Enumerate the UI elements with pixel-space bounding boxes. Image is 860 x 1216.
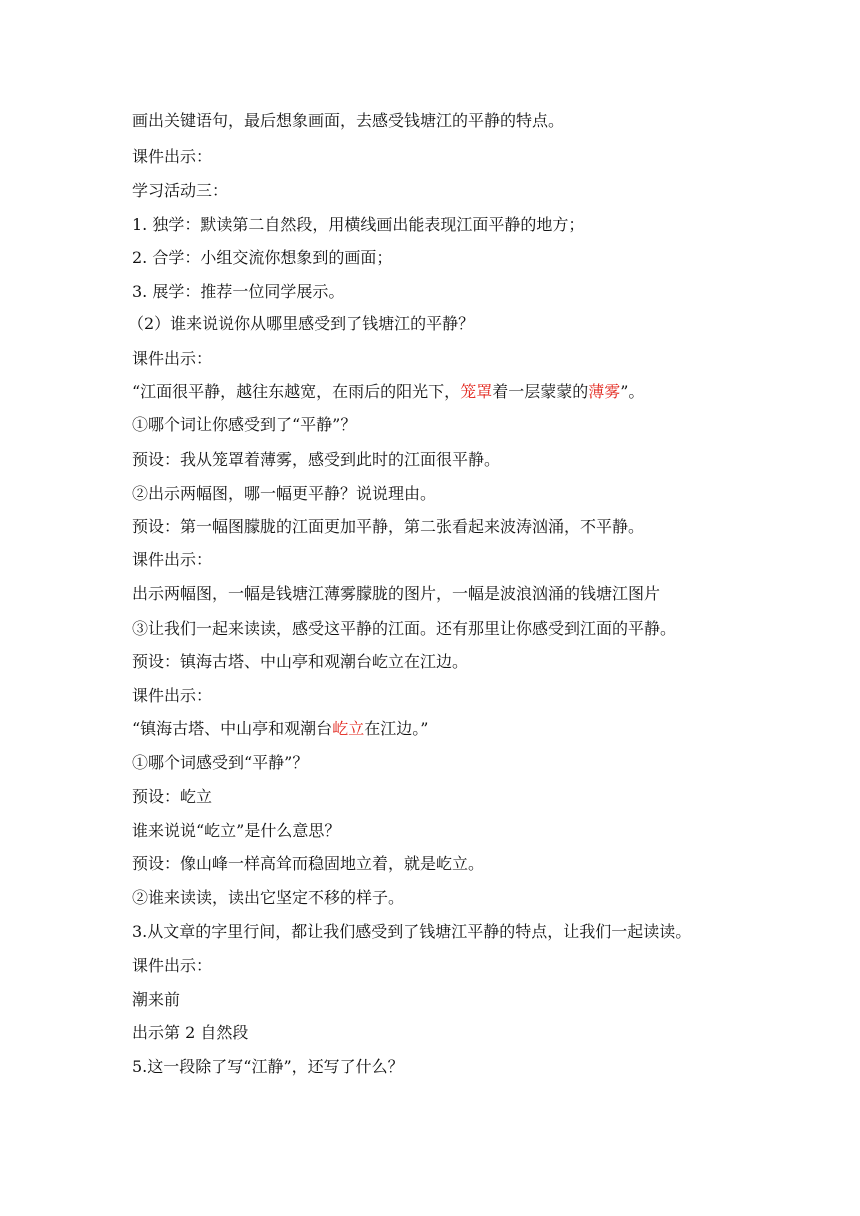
courseware-heading: 课件出示： (132, 956, 213, 975)
question-line: 谁来说说“屹立”是什么意思？ (132, 821, 341, 840)
courseware-heading: 课件出示： (132, 147, 213, 166)
answer-line: 预设：像山峰一样高耸而稳固地立着，就是屹立。 (132, 854, 485, 873)
answer-line: 预设：第一幅图朦胧的江面更加平静，第二张看起来波涛汹涌，不平静。 (132, 517, 645, 536)
paragraph-line: 画出关键语句，最后想象画面，去感受钱塘江的平静的特点。 (132, 111, 565, 130)
quote-text: 在江边。” (364, 719, 429, 738)
courseware-heading: 课件出示： (132, 686, 213, 705)
question-heading: （2）谁来说说你从哪里感受到了钱塘江的平静？ (128, 314, 475, 333)
quote-line-river (132, 381, 812, 403)
activity-step-1: 1. 独学：默读第二自然段，用横线画出能表现江面平静的地方； (132, 215, 585, 234)
activity-step-2: 2. 合学：小组交流你想象到的画面； (132, 248, 393, 267)
slide-title: 潮来前 (132, 990, 181, 1009)
question-line: ①哪个词感受到“平静”？ (132, 753, 309, 772)
question-line: ①哪个词让你感受到了“平静”？ (132, 415, 357, 434)
courseware-heading: 课件出示： (132, 550, 213, 569)
highlight-word: 笼罩 (460, 382, 493, 401)
quote-line-tower (132, 718, 812, 740)
quote-text: “镇海古塔、中山亭和观潮台 (132, 719, 333, 738)
answer-line: 预设：我从笼罩着薄雾，感受到此时的江面很平静。 (132, 450, 501, 469)
courseware-heading: 课件出示： (132, 349, 213, 368)
quote-text: 着一层蒙蒙的 (492, 382, 589, 401)
quote-text: “江面很平静，越往东越宽，在雨后的阳光下， (132, 382, 461, 401)
paragraph-line: 3.从文章的字里行间，都让我们感受到了钱塘江平静的特点，让我们一起读读。 (132, 922, 692, 941)
question-line: ②出示两幅图，哪一幅更平静？说说理由。 (132, 484, 437, 503)
paragraph-line: ②谁来读读，读出它坚定不移的样子。 (132, 888, 405, 907)
highlight-word: 薄雾 (588, 382, 621, 401)
activity-heading: 学习活动三： (132, 181, 229, 200)
paragraph-line: 出示第 2 自然段 (132, 1023, 249, 1042)
answer-line: 预设：屹立 (132, 787, 213, 806)
question-line: 5.这一段除了写“江静”，还写了什么？ (132, 1057, 404, 1076)
quote-text: ”。 (620, 382, 645, 401)
paragraph-line: 出示两幅图，一幅是钱塘江薄雾朦胧的图片，一幅是波浪汹涌的钱塘江图片 (132, 584, 661, 603)
activity-step-3: 3. 展学：推荐一位同学展示。 (132, 282, 345, 301)
highlight-word: 屹立 (332, 719, 365, 738)
question-line: ③让我们一起来读读，感受这平静的江面。还有那里让你感受到江面的平静。 (132, 619, 677, 638)
answer-line: 预设：镇海古塔、中山亭和观潮台屹立在江边。 (132, 652, 469, 671)
